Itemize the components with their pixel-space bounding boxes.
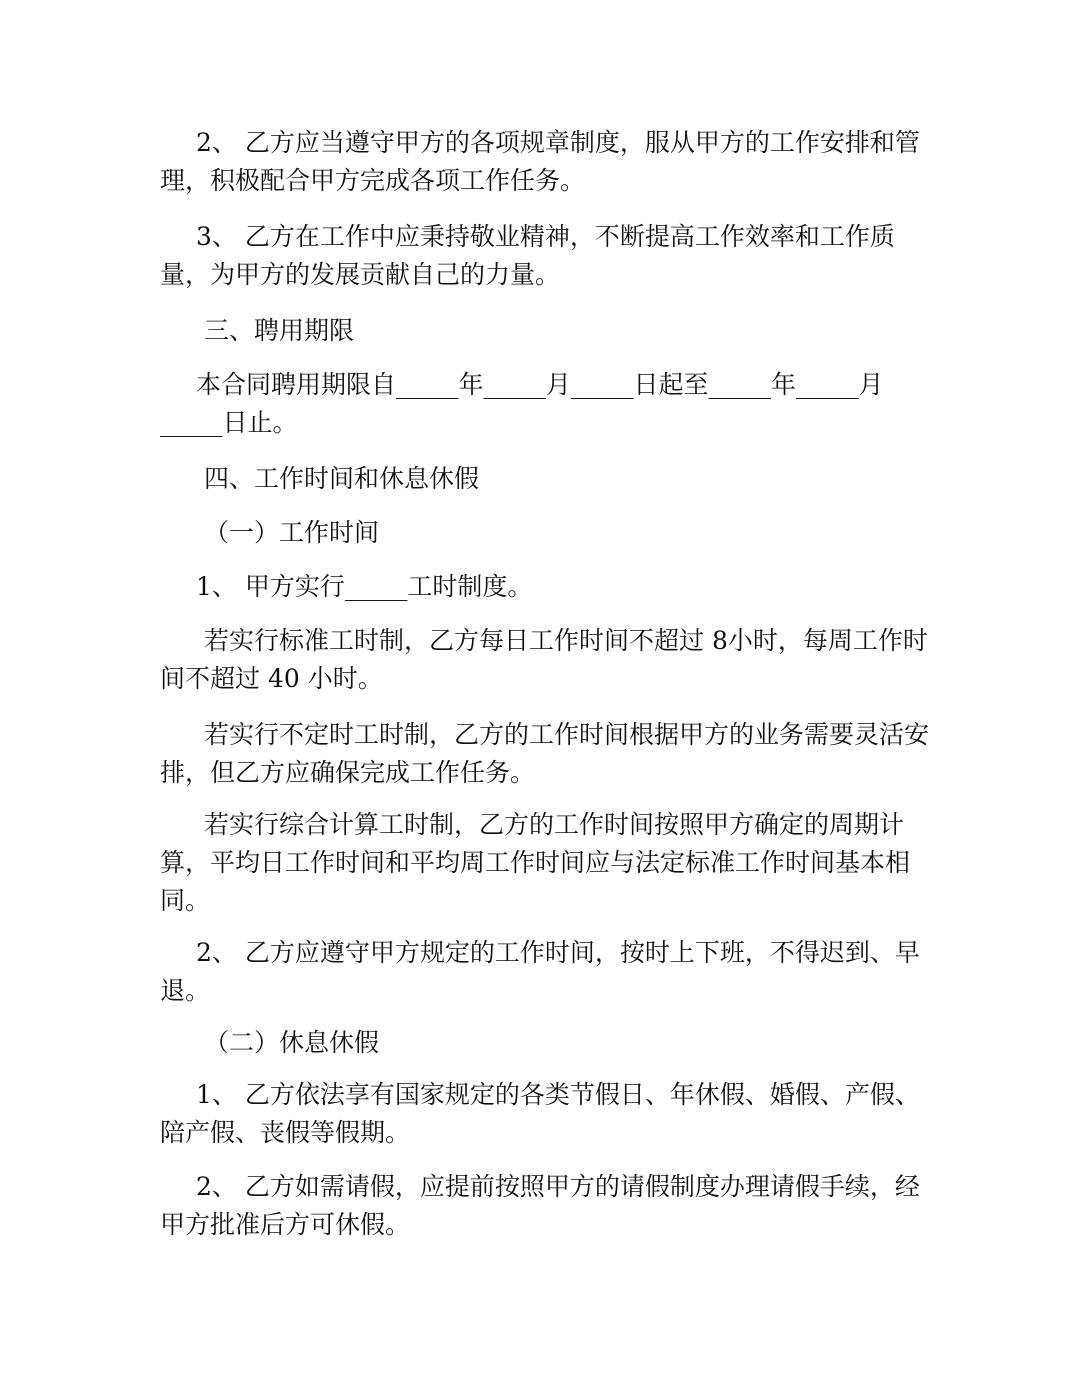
paragraph-line: _____日止。 — [160, 408, 298, 437]
paragraph-line: 甲方批准后方可休假。 — [160, 1210, 411, 1239]
paragraph-line: 算，平均日工作时间和平均周工作时间应与法定标准工作时间基本相 — [160, 848, 911, 877]
paragraph-line: 若实行综合计算工时制，乙方的工作时间按照甲方确定的周期计 — [204, 810, 905, 839]
paragraph-line: 间不超过 40 小时。 — [160, 664, 383, 693]
paragraph-line: 同。 — [160, 886, 211, 915]
paragraph-line: 2、 乙方如需请假，应提前按照甲方的请假制度办理请假手续，经 — [196, 1172, 920, 1201]
paragraph-line: 若实行不定时工时制，乙方的工作时间根据甲方的业务需要灵活安 — [204, 720, 930, 749]
paragraph-line: 2、 乙方应遵守甲方规定的工作时间，按时上下班，不得迟到、早 — [196, 938, 920, 967]
paragraph-line: 陪产假、丧假等假期。 — [160, 1118, 411, 1147]
subsection-heading: （二）休息休假 — [204, 1028, 380, 1057]
paragraph-line: 退。 — [160, 976, 211, 1005]
paragraph-line: 2、 乙方应当遵守甲方的各项规章制度，服从甲方的工作安排和管 — [196, 128, 920, 157]
section-heading: 三、聘用期限 — [204, 316, 355, 345]
paragraph-line: 本合同聘用期限自_____年_____月_____日起至_____年_____月 — [196, 370, 884, 399]
paragraph-line: 若实行标准工时制，乙方每日工作时间不超过 8小时，每周工作时 — [204, 626, 928, 655]
paragraph-line: 理，积极配合甲方完成各项工作任务。 — [160, 166, 586, 195]
subsection-heading: （一）工作时间 — [204, 518, 380, 547]
paragraph-line: 1、 乙方依法享有国家规定的各类节假日、年休假、婚假、产假、 — [196, 1080, 920, 1109]
section-heading: 四、工作时间和休息休假 — [204, 464, 480, 493]
paragraph-line: 排，但乙方应确保完成工作任务。 — [160, 758, 536, 787]
paragraph-line: 1、 甲方实行_____工时制度。 — [196, 572, 533, 601]
paragraph-line: 3、 乙方在工作中应秉持敬业精神，不断提高工作效率和工作质 — [196, 222, 895, 251]
paragraph-line: 量，为甲方的发展贡献自己的力量。 — [160, 260, 561, 289]
